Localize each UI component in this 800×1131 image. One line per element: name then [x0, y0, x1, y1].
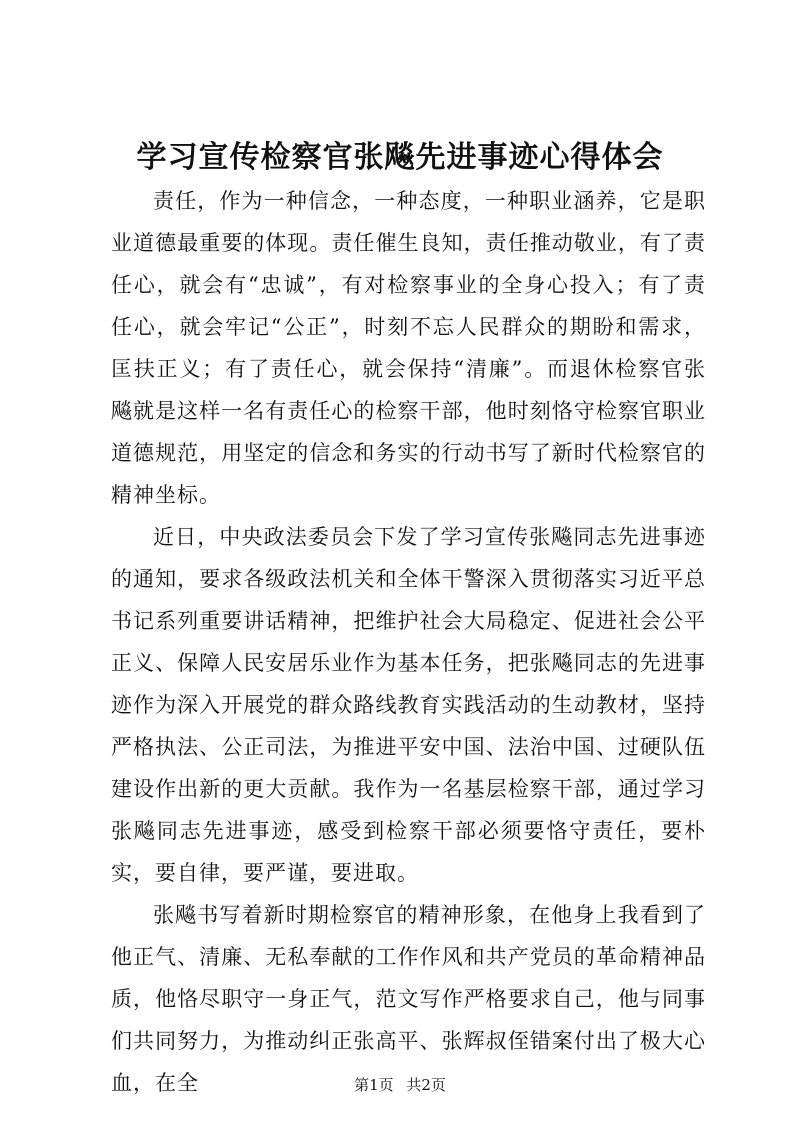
page-total: 共2页: [406, 1076, 446, 1094]
page-number: 第1页: [354, 1076, 394, 1094]
document-title: 学习宣传检察官张飚先进事迹心得体会: [136, 140, 664, 175]
paragraph-1: 责任，作为一种信念，一种态度，一种职业涵养，它是职业道德最重要的体现。责任催生良知，责任推动敬业，有了责任心，就会有“忠诚”，有对检察事业的全身心投入；有了责任心，就会牢记“公正”，时刻不忘人民群众的期盼和需求，匡扶正义；有了责任心，就会保持“清廉”。而退休检察官张飚就是这样一名有责任心的检察干部，他时刻恪守检察官职业道德规范，用坚定的信念和务实的行动书写了新时代检察官的精神坐标。: [111, 189, 706, 507]
paragraph-3: 张飚书写着新时期检察官的精神形象，在他身上我看到了他正气、清廉、无私奉献的工作作风和共产党员的革命精神品质，他恪尽职守一身正气，范文写作严格要求自己，他与同事们共同努力，为推动纠正张高平、张辉叔侄错案付出了极大心血，在全: [111, 903, 706, 1095]
document-body: [111, 180, 706, 1104]
paragraph-2: 近日，中央政法委员会下发了学习宣传张飚同志先进事迹的通知，要求各级政法机关和全体干警深入贯彻落实习近平总书记系列重要讲话精神，把维护社会大局稳定、促进社会公平正义、保障人民安居乐业作为基本任务，把张飚同志的先进事迹作为深入开展党的群众路线教育实践活动的生动教材，坚持严格执法、公正司法，为推进平安中国、法治中国、过硬队伍建设作出新的更大贡献。我作为一名基层检察干部，通过学习张飚同志先进事迹，感受到检察干部必须要恪守责任，要朴实，要自律，要严谨，要进取。: [111, 525, 706, 885]
page-footer: [0, 1075, 800, 1095]
